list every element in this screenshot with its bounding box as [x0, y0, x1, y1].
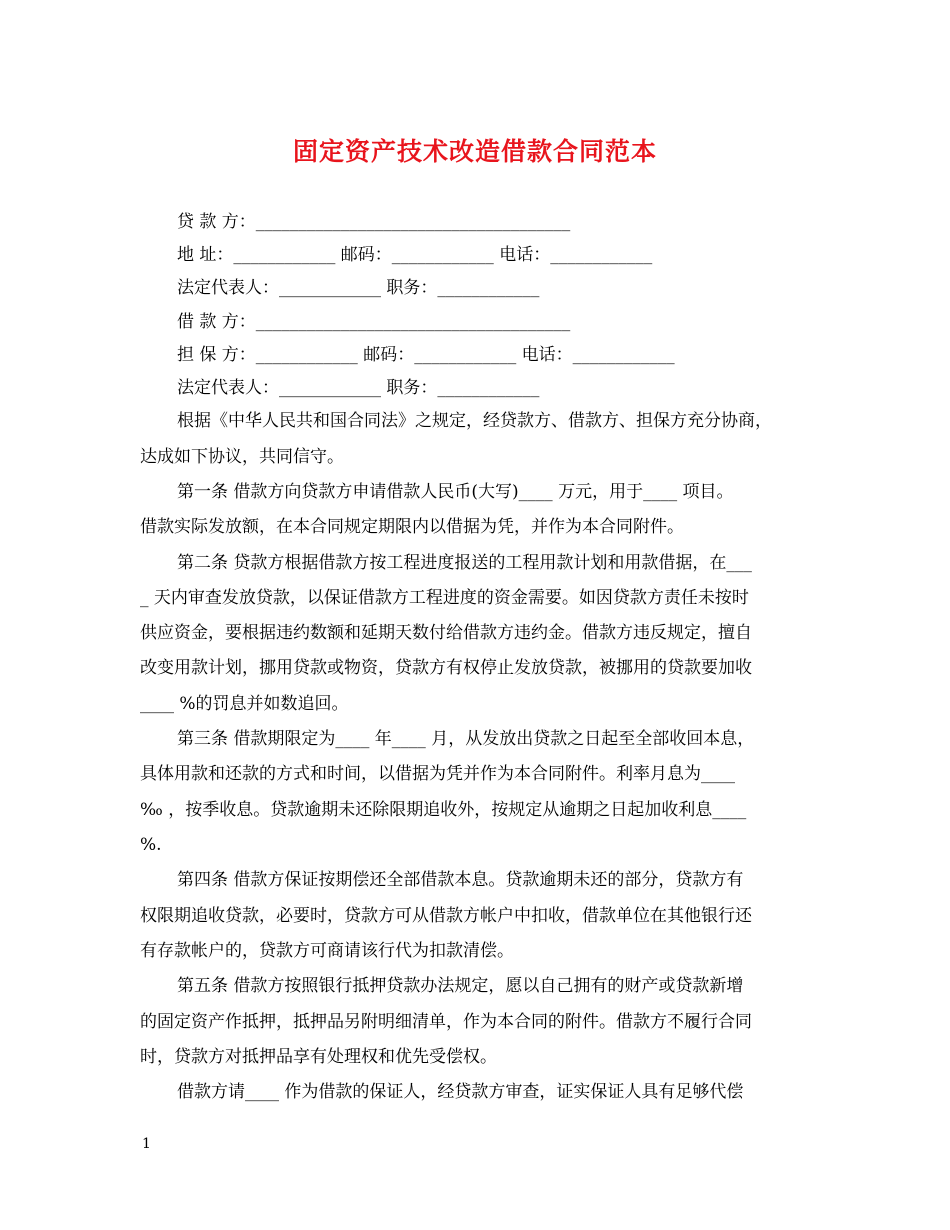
body-line: 第五条 借款方按照银行抵押贷款办法规定，愿以自己拥有的财产或贷款新增	[177, 976, 744, 996]
body-line: 改变用款计划，挪用贷款或物资，贷款方有权停止发放贷款，被挪用的贷款要加收	[140, 658, 752, 678]
party-lender-address: 地 址：____________ 邮码：____________ 电话：____________	[177, 245, 653, 265]
body-line: 借款实际发放额，在本合同规定期限内以借据为凭，并作为本合同附件。	[140, 517, 684, 537]
body-line: _ 天内审查发放贷款，以保证借款方工程进度的资金需要。如因贷款方责任未按时	[140, 588, 749, 608]
party-borrower: 借 款 方：_____________________________________	[177, 312, 571, 332]
document-title: 固定资产技术改造借款合同范本	[292, 137, 657, 166]
body-line: %.	[140, 835, 162, 855]
body-line: 根据《中华人民共和国合同法》之规定，经贷款方、借款方、担保方充分协商，	[177, 411, 772, 431]
party-guarantor: 担 保 方：____________ 邮码：____________ 电话：____________	[177, 345, 675, 365]
body-line: 有存款帐户的，贷款方可商请该行代为扣款清偿。	[140, 941, 514, 961]
body-line: 第二条 贷款方根据借款方按工程进度报送的工程用款计划和用款借据，在___	[177, 553, 752, 573]
body-line: 权限期追收贷款，必要时，贷款方可从借款方帐户中扣收，借款单位在其他银行还	[140, 906, 752, 926]
body-line: 供应资金，要根据违约数额和延期天数付给借款方违约金。借款方违反规定，擅自	[140, 623, 752, 643]
body-line: 第四条 借款方保证按期偿还全部借款本息。贷款逾期未还的部分，贷款方有	[177, 870, 744, 890]
party-borrower-representative: 法定代表人：____________ 职务：____________	[177, 378, 540, 398]
body-line: 第一条 借款方向贷款方申请借款人民币(大写)____ 万元，用于____ 项目。	[177, 482, 734, 502]
body-line: ____ %的罚息并如数追回。	[140, 694, 349, 714]
body-line: 时，贷款方对抵押品享有处理权和优先受偿权。	[140, 1047, 497, 1067]
body-line: 第三条 借款期限定为____ 年____ 月，从发放出贷款之日起至全部收回本息，	[177, 729, 755, 749]
page-number: 1	[142, 1136, 151, 1152]
body-line: 的固定资产作抵押，抵押品另附明细清单，作为本合同的附件。借款方不履行合同	[140, 1012, 752, 1032]
party-lender-representative: 法定代表人：____________ 职务：____________	[177, 278, 540, 298]
body-line: 具体用款和还款的方式和时间，以借据为凭并作为本合同附件。利率月息为____	[140, 764, 735, 784]
body-line: 借款方请____ 作为借款的保证人，经贷款方审查，证实保证人具有足够代偿	[177, 1082, 744, 1102]
body-line: ‰ ，按季收息。贷款逾期未还除限期追收外，按规定从逾期之日起加收利息____	[140, 800, 747, 820]
party-lender: 贷 款 方：_____________________________________	[177, 212, 571, 232]
body-line: 达成如下协议，共同信守。	[140, 447, 344, 467]
